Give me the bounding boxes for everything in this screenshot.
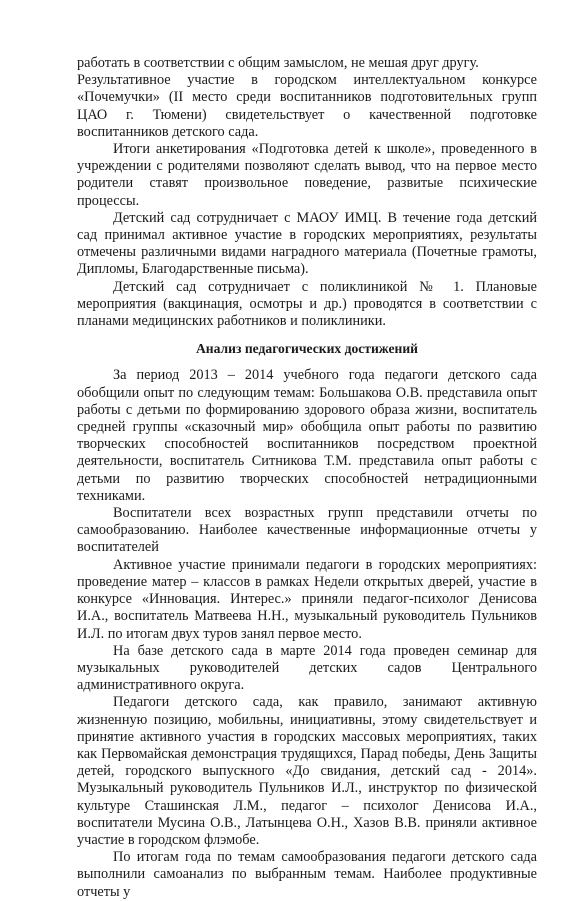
paragraph-city-events: Активное участие принимали педагоги в городских мероприятиях: проведение матер – классов в рамках Недели открытых дверей, участие в конкурсе «Инновация. Интерес.» приняли педагог-психолог Денисова И.А., воспитатель Матвеева Н.Н., музыкальный руководитель Пульников И.Л. по итогам двух туров занял первое место. bbox=[77, 556, 537, 642]
paragraph-seminar: На базе детского сада в марте 2014 года проведен семинар для музыкальных руководителей детских садов Центрального административного округа. bbox=[77, 642, 537, 694]
paragraph-clinic-cooperation: Детский сад сотрудничает с поликлиникой № 1. Плановые мероприятия (вакцинация, осмотры и др.) проводятся в соответствии с планами медицинских работников и поликлиники. bbox=[77, 278, 537, 330]
spacer bbox=[77, 330, 537, 340]
document-body bbox=[77, 55, 537, 901]
spacer bbox=[77, 357, 537, 367]
paragraph-experience-sharing: За период 2013 – 2014 учебного года педагоги детского сада обобщили опыт по следующим темам: Большакова О.В. представила опыт работы с детьми по формированию здорового образа жизни, воспитатель средней группы «сказочный мир» обобщила опыт работы по развитию творческих способностей воспитанников посредством проектной деятельности, воспитатель Ситникова Т.М. представила опыт работы с детьми по развитию творческих способностей нетрадиционными техниками. bbox=[77, 367, 537, 504]
section-heading: Анализ педагогических достижений bbox=[195, 341, 419, 357]
paragraph-school-readiness-survey: Итоги анкетирования «Подготовка детей к школе», проведенного в учреждении с родителями позволяют сделать вывод, что на первое место родители ставят произвольное поведение, развитые психические процессы. bbox=[77, 141, 537, 209]
paragraph-pochemuchki-contest: Результативное участие в городском интеллектуальном конкурсе «Почемучки» (II место среди воспитанников подготовительных групп ЦАО г. Тюмени) свидетельствует о качественной подготовке воспитанников детского сада. bbox=[77, 72, 537, 140]
paragraph-self-education-reports: Воспитатели всех возрастных групп представили отчеты по самообразованию. Наиболее качественные информационные отчеты у воспитателей bbox=[77, 505, 537, 556]
paragraph-active-position: Педагоги детского сада, как правило, занимают активную жизненную позицию, мобильны, инициативны, этому свидетельствует и принятие активного участия в городских массовых мероприятиях, таких как Первомайская демонстрация трудящихся, Парад победы, День Защиты детей, городского выпускного «До свидания, детский сад - 2014». Музыкальный руководитель Пульников И.Л., инструктор по физической культуре Сташинская Л.М., педагог – психолог Денисова И.А., воспитатели Мусина О.В., Латынцева О.Н., Хазов В.В. приняли активное участие в городском флэмобе. bbox=[77, 694, 537, 848]
paragraph-continuation: работать в соответствии с общим замыслом, не мешая друг другу. bbox=[77, 55, 479, 71]
paragraph-imc-cooperation: Детский сад сотрудничает с МАОУ ИМЦ. В течение года детский сад принимал активное участие в городских мероприятиях, результаты отмечены различными видами наградного материала (Почетные грамоты, Дипломы, Благодарственные письма). bbox=[77, 209, 537, 278]
paragraph-self-analysis: По итогам года по темам самообразования педагоги детского сада выполнили самоанализ по выбранным темам. Наиболее продуктивные отчеты у bbox=[77, 849, 537, 900]
